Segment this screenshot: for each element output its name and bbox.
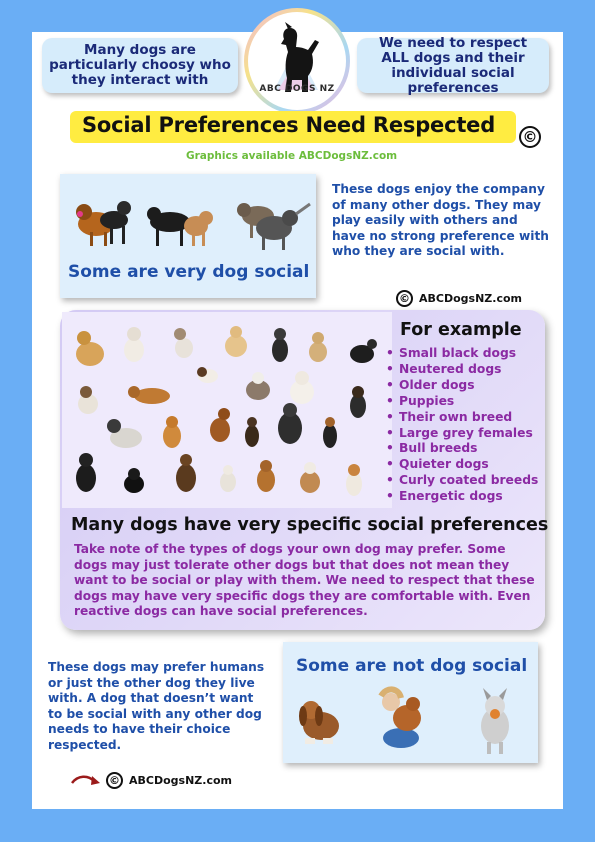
list-item: • Small black dogs — [386, 346, 538, 362]
arrow-icon — [70, 773, 102, 789]
credit-text: ABCDogsNZ.com — [129, 774, 232, 787]
dog-group-3 — [237, 203, 310, 250]
list-item: • Neutered dogs — [386, 362, 538, 378]
preferences-body: Take note of the types of dogs your own dog may prefer. Some dogs may just tolerate other dogs but that does not mean they want to be social or play with them. We need to respect that these dogs may have very specific dogs they are comfortable with. Even reactive dogs can have social preferences. — [74, 542, 535, 618]
abc-dogs-nz-logo — [244, 8, 350, 114]
list-item: • Older dogs — [386, 378, 538, 394]
dog-silhouette-icon — [248, 12, 346, 110]
collage-row-3 — [107, 403, 337, 448]
copyright-icon: © — [519, 126, 541, 148]
not-social-panel — [283, 642, 538, 763]
respect-dogs-bubble: We need to respect ALL dogs and their individual social preferences — [357, 38, 549, 93]
dog-group-2 — [147, 207, 213, 246]
credit-text: ABCDogsNZ.com — [419, 292, 522, 305]
dog-social-description: These dogs enjoy the company of many other dogs. They may play easily with others and have no strong preference with who they are social with. — [332, 182, 549, 258]
dog-breeds-collage — [62, 312, 392, 508]
copyright-icon: © — [106, 772, 123, 789]
dog-breeds-image — [62, 312, 392, 508]
example-list — [386, 346, 538, 505]
list-item: • Curly coated breeds — [386, 473, 538, 489]
list-item: • Quieter dogs — [386, 457, 538, 473]
collage-row-4 — [76, 453, 362, 496]
basset-hound — [299, 701, 339, 744]
copyright-icon: © — [396, 290, 413, 307]
list-item: • Energetic dogs — [386, 489, 538, 505]
dog-social-caption: Some are very dog social — [68, 262, 310, 282]
not-social-caption: Some are not dog social — [296, 656, 528, 676]
not-social-credit — [70, 772, 232, 789]
person-with-dog — [381, 689, 421, 748]
not-social-dogs-image — [283, 682, 538, 762]
graphics-credit: Graphics available ABCDogsNZ.com — [186, 150, 398, 162]
playing-dogs-image — [60, 174, 316, 260]
preferences-heading: Many dogs have very specific social preferences — [71, 515, 549, 535]
logo-text: ABC DOGS NZ — [259, 84, 335, 94]
list-item: • Their own breed — [386, 410, 538, 426]
choosy-dogs-bubble: Many dogs are particularly choosy who they interact with — [42, 38, 238, 93]
list-item: • Bull breeds — [386, 441, 538, 457]
schnauzer — [481, 688, 509, 754]
page-title: Social Preferences Need Respected — [82, 113, 496, 137]
collage-row-1 — [76, 326, 377, 366]
for-example-heading: For example — [400, 320, 522, 340]
dog-group-1 — [76, 201, 131, 246]
list-item: • Puppies — [386, 394, 538, 410]
dog-social-panel — [60, 174, 316, 298]
list-item: • Large grey females — [386, 426, 538, 442]
not-social-description: These dogs may prefer humans or just the other dog they live with. A dog that doesn’t want to be social with any other dog needs to have their choice respected. — [48, 660, 265, 752]
dog-social-credit — [396, 290, 522, 307]
